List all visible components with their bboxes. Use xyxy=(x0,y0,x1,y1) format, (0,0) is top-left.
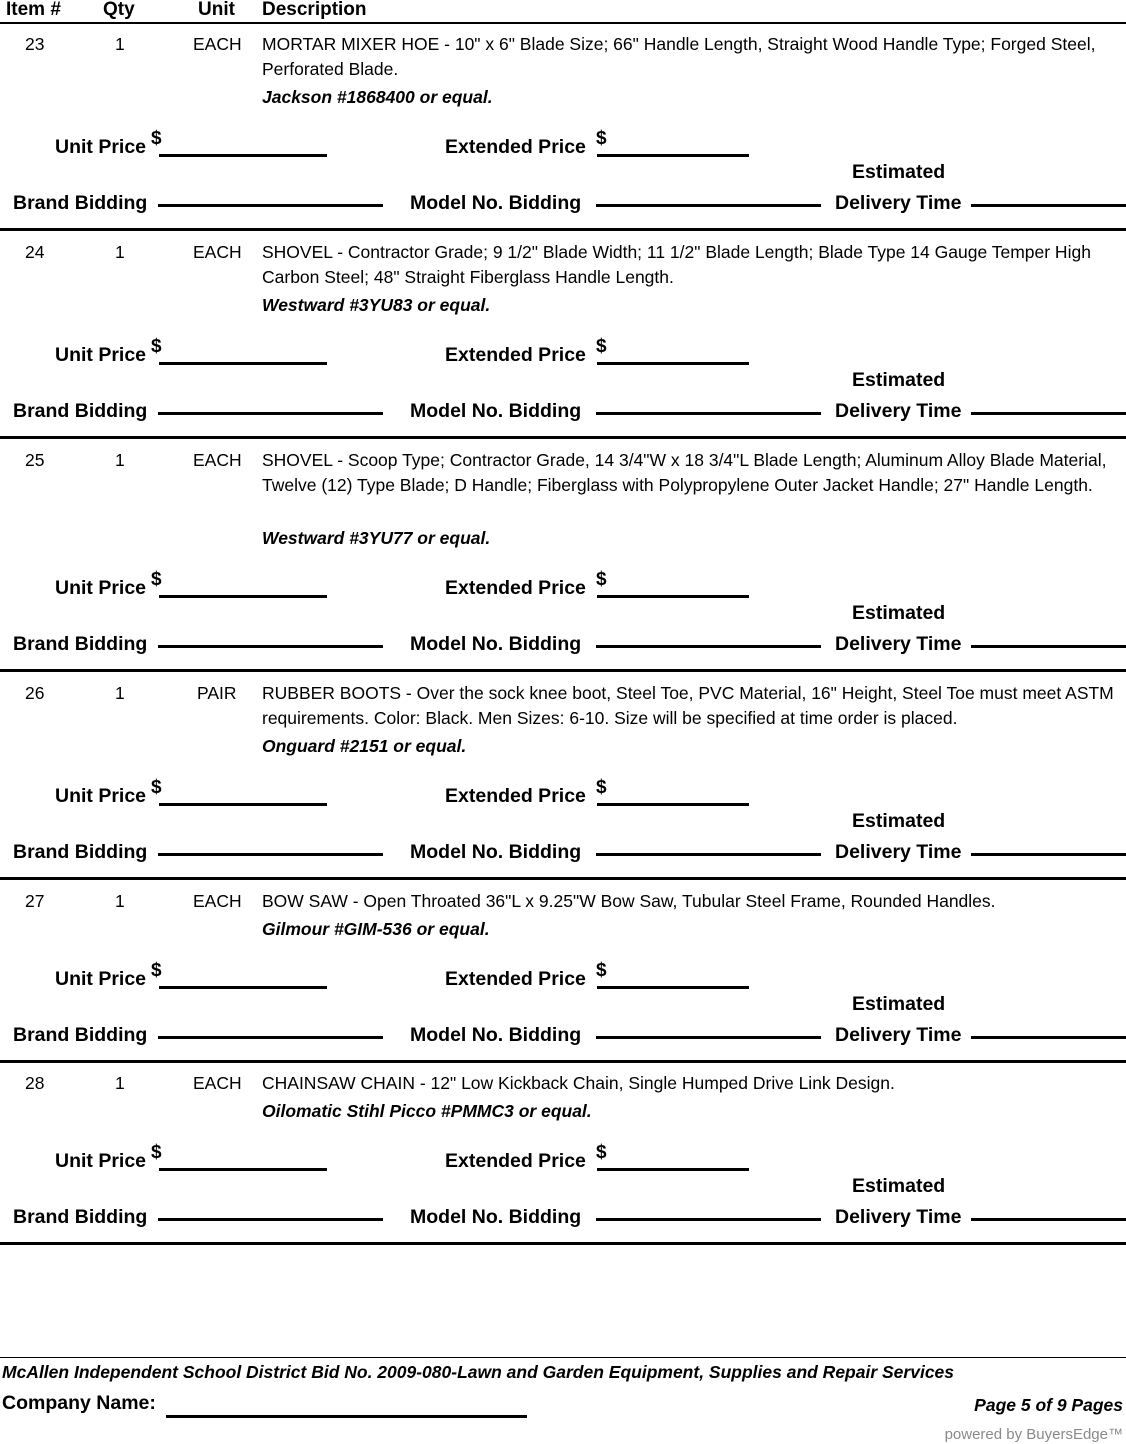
model-bidding-label: Model No. Bidding xyxy=(410,192,582,214)
delivery-time-label: Delivery Time xyxy=(835,633,962,655)
powered-by: powered by BuyersEdge™ xyxy=(944,1426,1123,1443)
model-bidding-field[interactable] xyxy=(596,645,821,648)
extended-price-label: Extended Price xyxy=(445,968,586,990)
item-qty: 1 xyxy=(115,34,125,54)
unit-price-label: Unit Price xyxy=(55,577,147,599)
extended-price-label: Extended Price xyxy=(445,1150,586,1172)
item-reference: Westward #3YU77 or equal. xyxy=(262,528,491,548)
brand-bidding-field[interactable] xyxy=(158,1036,383,1039)
extended-price-label: Extended Price xyxy=(445,785,586,807)
footer-rule xyxy=(0,1357,1126,1358)
item-description: SHOVEL - Contractor Grade; 9 1/2" Blade Width; 11 1/2" Blade Length; Blade Type 14 Gauge Temper High Carbon Steel; 48" Straight Fiberglass Handle Length. xyxy=(262,242,1091,287)
item-qty: 1 xyxy=(115,450,125,470)
extended-price-field[interactable] xyxy=(597,986,749,989)
delivery-time-field[interactable] xyxy=(971,853,1126,856)
item-number: 23 xyxy=(25,34,45,54)
item-unit: EACH xyxy=(193,891,242,911)
item-separator xyxy=(0,436,1126,439)
item-reference: Jackson #1868400 or equal. xyxy=(262,87,493,107)
item-separator xyxy=(0,1060,1126,1063)
model-bidding-field[interactable] xyxy=(596,853,821,856)
item-number: 25 xyxy=(25,450,45,470)
company-name-label: Company Name: xyxy=(2,1392,156,1414)
delivery-time-label: Delivery Time xyxy=(835,192,962,214)
brand-bidding-label: Brand Bidding xyxy=(13,841,148,863)
extended-price-label: Extended Price xyxy=(445,577,586,599)
brand-bidding-label: Brand Bidding xyxy=(13,400,148,422)
extended-price-label: Extended Price xyxy=(445,344,586,366)
estimated-label: Estimated xyxy=(852,1175,946,1197)
delivery-time-label: Delivery Time xyxy=(835,1024,962,1046)
extended-price-dollar: $ xyxy=(596,336,607,357)
delivery-time-field[interactable] xyxy=(971,1218,1126,1221)
delivery-time-field[interactable] xyxy=(971,204,1126,207)
unit-price-label: Unit Price xyxy=(55,968,147,990)
delivery-time-field[interactable] xyxy=(971,1036,1126,1039)
extended-price-dollar: $ xyxy=(596,960,607,981)
item-number: 27 xyxy=(25,891,45,911)
model-bidding-field[interactable] xyxy=(596,1218,821,1221)
model-bidding-label: Model No. Bidding xyxy=(410,841,582,863)
item-description: SHOVEL - Scoop Type; Contractor Grade, 14 3/4"W x 18 3/4"L Blade Length; Aluminum Alloy Blade Material, Twelve (12) Type Blade; D Handle; Fiberglass with Polypropylene Outer Jacket Handle; 27" Handle Length. xyxy=(262,450,1107,495)
delivery-time-field[interactable] xyxy=(971,645,1126,648)
unit-price-field[interactable] xyxy=(159,803,327,806)
item-unit: EACH xyxy=(193,450,242,470)
item-separator xyxy=(0,1242,1126,1245)
model-bidding-field[interactable] xyxy=(596,412,821,415)
item-description: BOW SAW - Open Throated 36"L x 9.25"W Bow Saw, Tubular Steel Frame, Rounded Handles. xyxy=(262,891,996,911)
item-qty: 1 xyxy=(115,891,125,911)
brand-bidding-field[interactable] xyxy=(158,853,383,856)
extended-price-dollar: $ xyxy=(596,1142,607,1163)
column-header-qty: Qty xyxy=(103,0,135,20)
unit-price-dollar: $ xyxy=(151,336,162,357)
column-header-description: Description xyxy=(262,0,367,20)
unit-price-label: Unit Price xyxy=(55,785,147,807)
page-number: Page 5 of 9 Pages xyxy=(974,1395,1123,1415)
delivery-time-label: Delivery Time xyxy=(835,1206,962,1228)
estimated-label: Estimated xyxy=(852,602,946,624)
column-header-unit: Unit xyxy=(198,0,235,20)
extended-price-dollar: $ xyxy=(596,777,607,798)
item-reference: Oilomatic Stihl Picco #PMMC3 or equal. xyxy=(262,1101,592,1121)
item-qty: 1 xyxy=(115,1073,125,1093)
item-reference: Westward #3YU83 or equal. xyxy=(262,295,491,315)
item-separator xyxy=(0,669,1126,672)
item-number: 26 xyxy=(25,683,45,703)
brand-bidding-label: Brand Bidding xyxy=(13,1206,148,1228)
estimated-label: Estimated xyxy=(852,161,946,183)
estimated-label: Estimated xyxy=(852,369,946,391)
item-unit: EACH xyxy=(193,242,242,262)
extended-price-dollar: $ xyxy=(596,569,607,590)
model-bidding-field[interactable] xyxy=(596,1036,821,1039)
company-name-field[interactable] xyxy=(166,1415,527,1418)
brand-bidding-label: Brand Bidding xyxy=(13,633,148,655)
estimated-label: Estimated xyxy=(852,993,946,1015)
unit-price-label: Unit Price xyxy=(55,136,147,158)
unit-price-dollar: $ xyxy=(151,777,162,798)
item-unit: EACH xyxy=(193,34,242,54)
column-header-item: Item # xyxy=(6,0,61,20)
model-bidding-label: Model No. Bidding xyxy=(410,633,582,655)
item-description: RUBBER BOOTS - Over the sock knee boot, Steel Toe, PVC Material, 16" Height, Steel Toe must meet ASTM requirements. Color: Black. Men Sizes: 6-10. Size will be specified at time order is placed. xyxy=(262,683,1114,728)
unit-price-dollar: $ xyxy=(151,960,162,981)
extended-price-field[interactable] xyxy=(597,154,749,157)
unit-price-label: Unit Price xyxy=(55,1150,147,1172)
extended-price-field[interactable] xyxy=(597,595,749,598)
item-number: 28 xyxy=(25,1073,45,1093)
item-qty: 1 xyxy=(115,242,125,262)
brand-bidding-label: Brand Bidding xyxy=(13,1024,148,1046)
unit-price-dollar: $ xyxy=(151,128,162,149)
delivery-time-field[interactable] xyxy=(971,412,1126,415)
extended-price-field[interactable] xyxy=(597,362,749,365)
brand-bidding-field[interactable] xyxy=(158,1218,383,1221)
extended-price-dollar: $ xyxy=(596,128,607,149)
delivery-time-label: Delivery Time xyxy=(835,841,962,863)
item-reference: Gilmour #GIM-536 or equal. xyxy=(262,919,490,939)
unit-price-field[interactable] xyxy=(159,595,327,598)
brand-bidding-field[interactable] xyxy=(158,645,383,648)
bid-title: McAllen Independent School District Bid No. 2009-080-Lawn and Garden Equipment, Supplies and Repair Services xyxy=(2,1362,955,1382)
unit-price-field[interactable] xyxy=(159,1168,327,1171)
item-description: MORTAR MIXER HOE - 10" x 6" Blade Size; 66" Handle Length, Straight Wood Handle Type; Forged Steel, Perforated Blade. xyxy=(262,34,1096,79)
extended-price-label: Extended Price xyxy=(445,136,586,158)
item-separator xyxy=(0,877,1126,880)
unit-price-dollar: $ xyxy=(151,1142,162,1163)
brand-bidding-label: Brand Bidding xyxy=(13,192,148,214)
estimated-label: Estimated xyxy=(852,810,946,832)
unit-price-field[interactable] xyxy=(159,986,327,989)
model-bidding-label: Model No. Bidding xyxy=(410,1206,582,1228)
item-separator xyxy=(0,228,1126,231)
item-qty: 1 xyxy=(115,683,125,703)
item-unit: PAIR xyxy=(197,683,237,703)
extended-price-field[interactable] xyxy=(597,1168,749,1171)
unit-price-field[interactable] xyxy=(159,154,327,157)
unit-price-field[interactable] xyxy=(159,362,327,365)
item-number: 24 xyxy=(25,242,45,262)
item-reference: Onguard #2151 or equal. xyxy=(262,736,467,756)
brand-bidding-field[interactable] xyxy=(158,204,383,207)
model-bidding-label: Model No. Bidding xyxy=(410,400,582,422)
unit-price-dollar: $ xyxy=(151,569,162,590)
unit-price-label: Unit Price xyxy=(55,344,147,366)
item-description: CHAINSAW CHAIN - 12" Low Kickback Chain, Single Humped Drive Link Design. xyxy=(262,1073,895,1093)
header-rule xyxy=(0,22,1126,24)
extended-price-field[interactable] xyxy=(597,803,749,806)
model-bidding-label: Model No. Bidding xyxy=(410,1024,582,1046)
model-bidding-field[interactable] xyxy=(596,204,821,207)
item-unit: EACH xyxy=(193,1073,242,1093)
delivery-time-label: Delivery Time xyxy=(835,400,962,422)
brand-bidding-field[interactable] xyxy=(158,412,383,415)
